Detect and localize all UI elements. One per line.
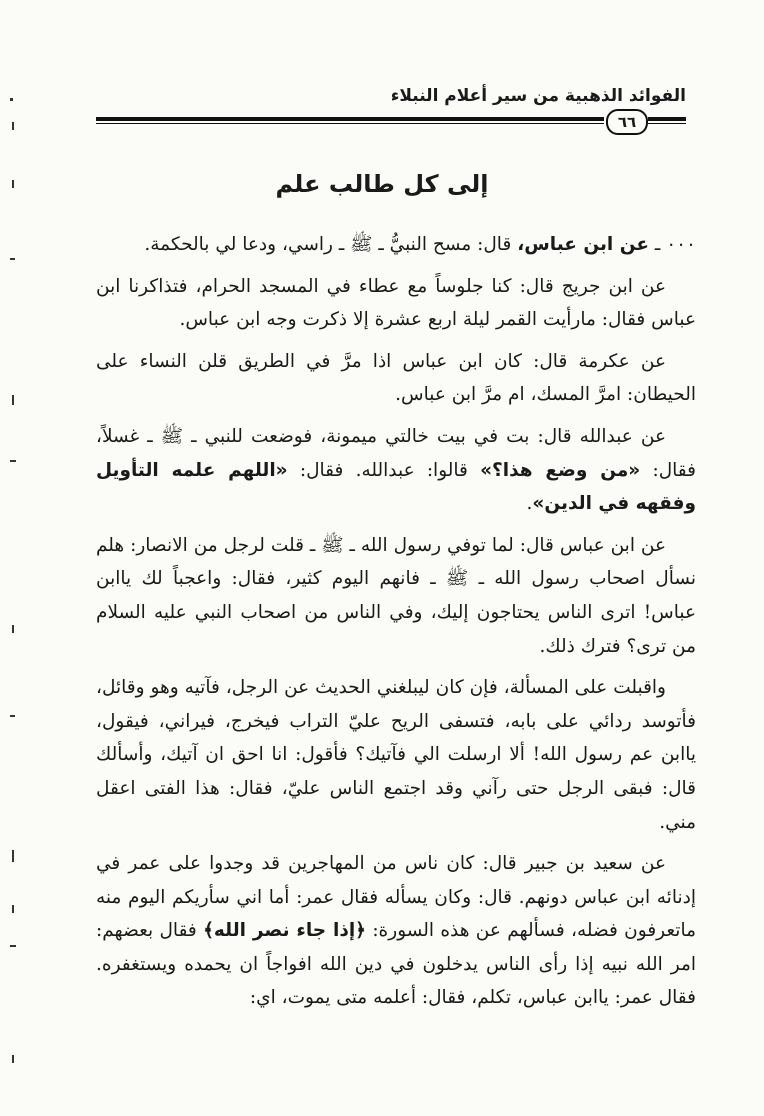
paragraph-text: فقال بعضهم: امر الله نبيه إذا رأى الناس يدخلون في دين الله افواجاً ان يحمده ويستغفره. فقال عمر: ياابن عباس، تكلم، فقال: أعلمه متى يموت، اي:: [96, 920, 696, 1009]
narrator-bold: عن ابن عباس،: [517, 234, 649, 255]
scan-mark: [12, 395, 14, 405]
paragraph-1: [96, 228, 696, 262]
scan-mark: [10, 715, 15, 717]
paragraph-text: قالوا: عبدالله. فقال:: [299, 459, 468, 481]
scan-mark: [12, 180, 14, 188]
paragraph-7: [96, 847, 696, 1015]
quran-quote-bold: ﴿إذا جاء نصر الله﴾: [203, 920, 367, 942]
body-text: [96, 228, 696, 1023]
scan-mark: [12, 625, 14, 633]
header-rule-thin-right: [648, 123, 686, 124]
running-header: [0, 84, 764, 131]
book-title: الفوائد الذهبية من سير أعلام النبلاء: [390, 86, 686, 106]
paragraph-2: عن ابن جريج قال: كنا جلوساً مع عطاء في المسجد الحرام، فتذاكرنا ابن عباس فقال: مارأيت القمر ليلة اربع عشرة إلا ذكرت وجه ابن عباس.: [96, 275, 696, 331]
quote-bold: «اللهم علمه التأويل وفقهه في الدين»: [96, 459, 696, 515]
scan-mark: [12, 1055, 14, 1063]
scan-mark: [10, 98, 13, 101]
paragraph-6: واقبلت على المسألة، فإن كان ليبلغني الحديث عن الرجل، فآتيه وهو وقائل، فأتوسد ردائي على بابه، فتسفى الريح عليّ التراب فيخرج، فيراني، فيقول، ياابن عم رسول الله! ألا ارسلت الي فآتيك؟ فأقول: انا احق ان آتيك، وأسألك قال: فبقى الرجل حتى رآني وقد اجتمع الناس عليّ، فقال: هذا الفتى اعقل مني.: [96, 677, 696, 833]
chapter-title: إلى كل طالب علم: [275, 170, 489, 198]
scan-mark: [10, 258, 15, 260]
header-rule-thin: [96, 123, 604, 124]
scan-mark: [12, 122, 14, 130]
scan-mark: [12, 905, 14, 913]
paragraph-text: عن عبدالله قال: بت في بيت خالتي ميمونة، فوضعت للنبي ـ ﷺ ـ غسلاً، فقال:: [96, 425, 696, 481]
paragraph-text: .: [526, 493, 533, 515]
header-rule-thick: [96, 117, 604, 121]
header-rule-thick-right: [648, 117, 686, 121]
paragraph-text: عن سعيد بن جبير قال: كان ناس من المهاجرين قد وجدوا على عمر في إدنائه ابن عباس دونهم. قال: وكان يسأله فقال عمر: أما اني سأريكم اليوم منه ماتعرفون فضله، فسألهم عن هذه السورة:: [96, 853, 696, 942]
scan-mark: [10, 945, 16, 947]
paragraph-3: عن عكرمة قال: كان ابن عباس اذا مرَّ في الطريق قلن النساء على الحيطان: امرَّ المسك، ام مرَّ ابن عباس.: [96, 350, 696, 406]
quote-bold: «من وضع هذا؟»: [480, 459, 641, 481]
paragraph-5: عن ابن عباس قال: لما توفي رسول الله ـ ﷺ ـ قلت لرجل من الانصار: هلم نسأل اصحاب رسول الله ـ ﷺ ـ فانهم اليوم كثير، فقال: واعجباً لك ياابن عباس! اترى الناس يحتاجون إليك، وفي الناس من اصحاب النبي عليه السلام من ترى؟ فترك ذلك.: [96, 534, 696, 657]
scan-mark: [10, 460, 16, 462]
paragraph-4: [96, 420, 696, 521]
hadith-number: ۰۰۰ ـ: [654, 234, 696, 255]
page-number: ٦٦: [606, 109, 648, 135]
scan-mark: [12, 850, 14, 862]
paragraph-text: قال: مسح النبيُّ ـ ﷺ ـ راسي، ودعا لي بالحكمة.: [144, 234, 512, 255]
